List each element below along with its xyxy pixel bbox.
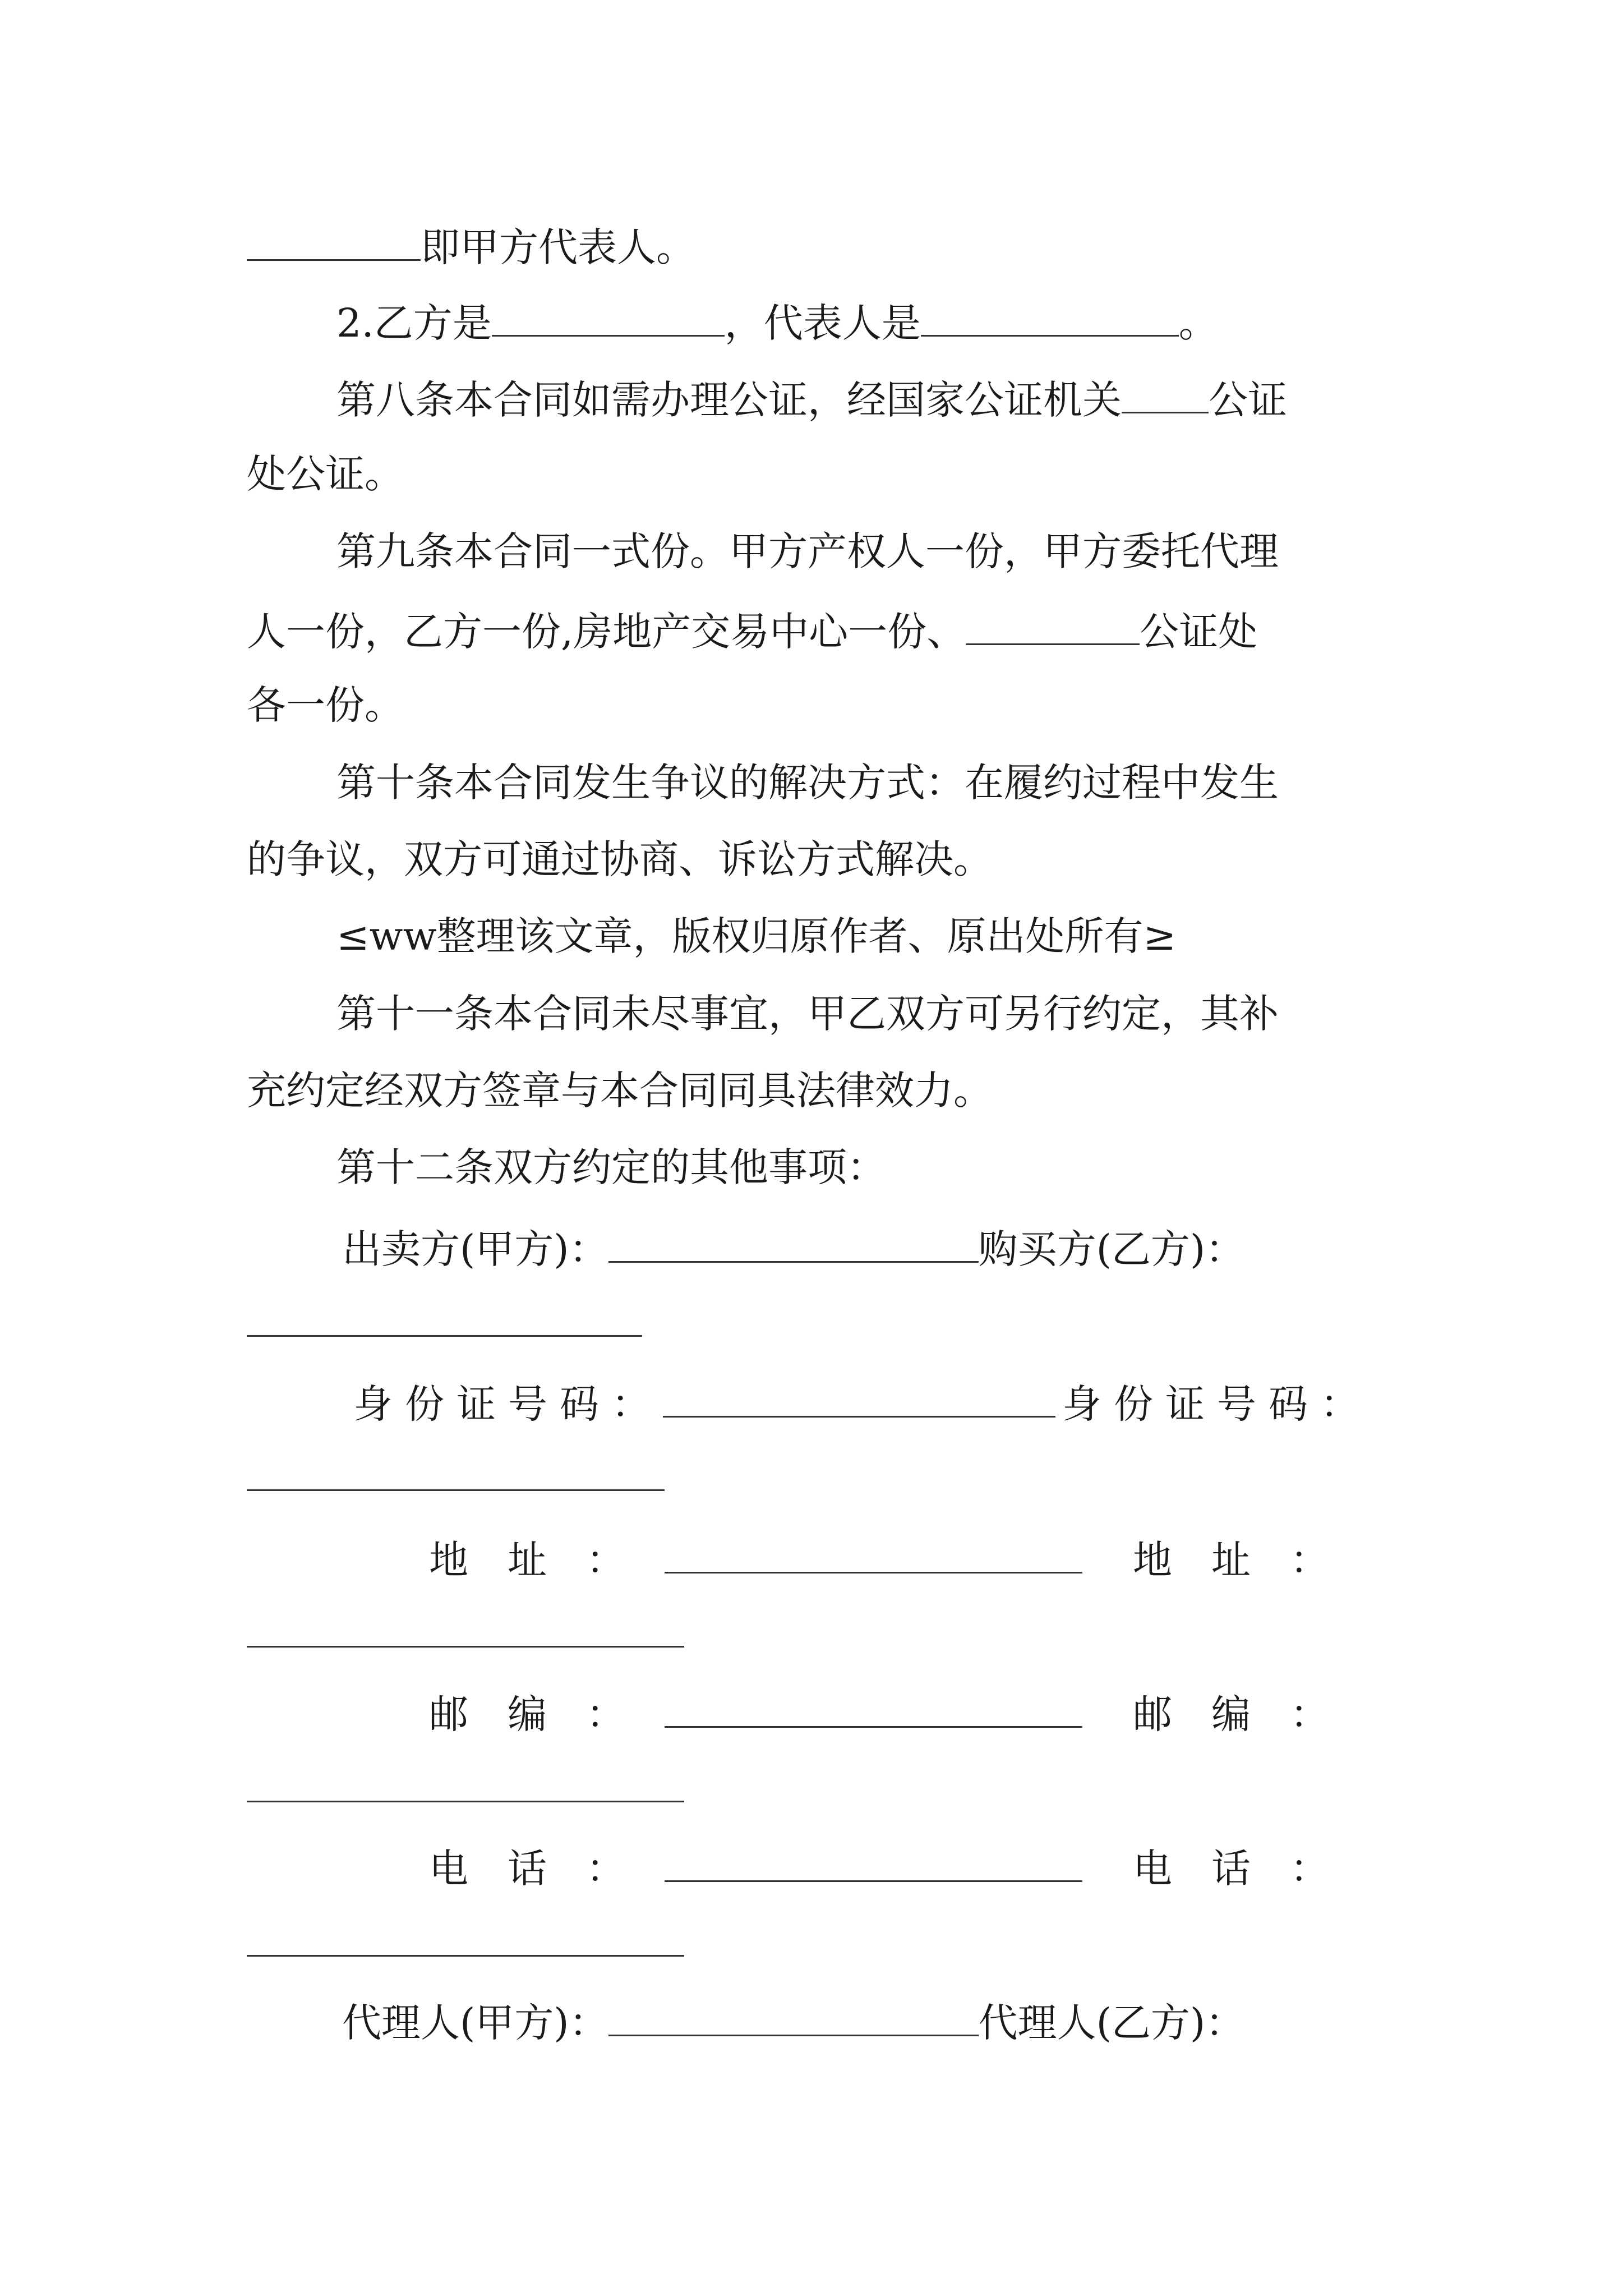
clause-11-line-2: 充约定经双方签章与本合同同具法律效力。 bbox=[247, 1068, 993, 1114]
line-text: 公证处 bbox=[1140, 609, 1258, 655]
blank-field[interactable] bbox=[247, 224, 421, 261]
line-text: 乙方是 bbox=[374, 300, 492, 346]
buyer-field[interactable] bbox=[247, 1335, 642, 1337]
party-b-line bbox=[336, 300, 1218, 346]
zip-row bbox=[429, 1691, 1368, 1737]
zip-label: 邮编： bbox=[429, 1691, 665, 1737]
line-text: 即甲方代表人。 bbox=[421, 224, 695, 270]
agent-label: 代理人(甲方)： bbox=[342, 2000, 608, 2046]
line-text: 。 bbox=[1178, 300, 1218, 346]
seller-field[interactable] bbox=[608, 1226, 979, 1263]
address-label: 地址： bbox=[1133, 1537, 1368, 1583]
line-text: 第八条本合同如需办理公证，经国家公证机关 bbox=[336, 377, 1122, 423]
seller-row bbox=[342, 1226, 1245, 1272]
seller-label: 出卖方(甲方)： bbox=[342, 1226, 608, 1272]
seller-phone-field[interactable] bbox=[665, 1846, 1082, 1882]
buyer-id-field[interactable] bbox=[247, 1489, 665, 1491]
clause-8-line-2: 处公证。 bbox=[247, 451, 404, 497]
phone-label: 电话： bbox=[1133, 1846, 1368, 1892]
phone-row bbox=[429, 1846, 1368, 1892]
agent-row bbox=[342, 2000, 1245, 2046]
buyer-address-field[interactable] bbox=[247, 1646, 684, 1648]
clause-7-line-end bbox=[247, 224, 695, 270]
buyer-zip-field[interactable] bbox=[247, 1801, 684, 1802]
seller-agent-field[interactable] bbox=[608, 2000, 979, 2036]
zip-label: 邮编： bbox=[1133, 1691, 1368, 1737]
clause-8-line bbox=[336, 377, 1287, 423]
id-row bbox=[353, 1381, 1372, 1427]
clause-10-line: 第十条本合同发生争议的解决方式：在履约过程中发生 bbox=[336, 760, 1279, 806]
party-b-representative-field[interactable] bbox=[921, 300, 1179, 337]
clause-12-line: 第十二条双方约定的其他事项： bbox=[336, 1144, 886, 1190]
id-label: 身份证号码： bbox=[353, 1381, 663, 1427]
copyright-notice: ≤ww整理该文章，版权归原作者、原出处所有≥ bbox=[336, 913, 1177, 959]
notary-office-field[interactable] bbox=[966, 609, 1140, 645]
agent-label: 代理人(乙方)： bbox=[978, 2000, 1245, 2046]
clause-11-line: 第十一条本合同未尽事宜，甲乙双方可另行约定，其补 bbox=[336, 991, 1279, 1037]
item-number: 2. bbox=[336, 300, 374, 346]
party-b-name-field[interactable] bbox=[492, 300, 725, 337]
line-text: 人一份，乙方一份,房地产交易中心一份、 bbox=[247, 609, 966, 655]
address-label: 地址： bbox=[429, 1537, 665, 1583]
clause-10-line-2: 的争议，双方可通过协商、诉讼方式解决。 bbox=[247, 836, 993, 882]
seller-zip-field[interactable] bbox=[665, 1691, 1082, 1728]
line-text: 公证 bbox=[1209, 377, 1287, 423]
id-label: 身份证号码： bbox=[1062, 1381, 1372, 1427]
seller-id-field[interactable] bbox=[663, 1381, 1055, 1418]
buyer-phone-field[interactable] bbox=[247, 1955, 684, 1957]
phone-label: 电话： bbox=[429, 1846, 665, 1892]
notary-office-field[interactable] bbox=[1122, 377, 1209, 413]
clause-9-line-2 bbox=[247, 609, 1258, 655]
address-row bbox=[429, 1537, 1368, 1583]
buyer-label: 购买方(乙方)： bbox=[978, 1226, 1245, 1272]
seller-address-field[interactable] bbox=[665, 1537, 1082, 1573]
clause-9-line-3: 各一份。 bbox=[247, 682, 404, 728]
clause-9-line: 第九条本合同一式份。甲方产权人一份，甲方委托代理 bbox=[336, 528, 1279, 574]
line-text: ，代表人是 bbox=[724, 300, 921, 346]
